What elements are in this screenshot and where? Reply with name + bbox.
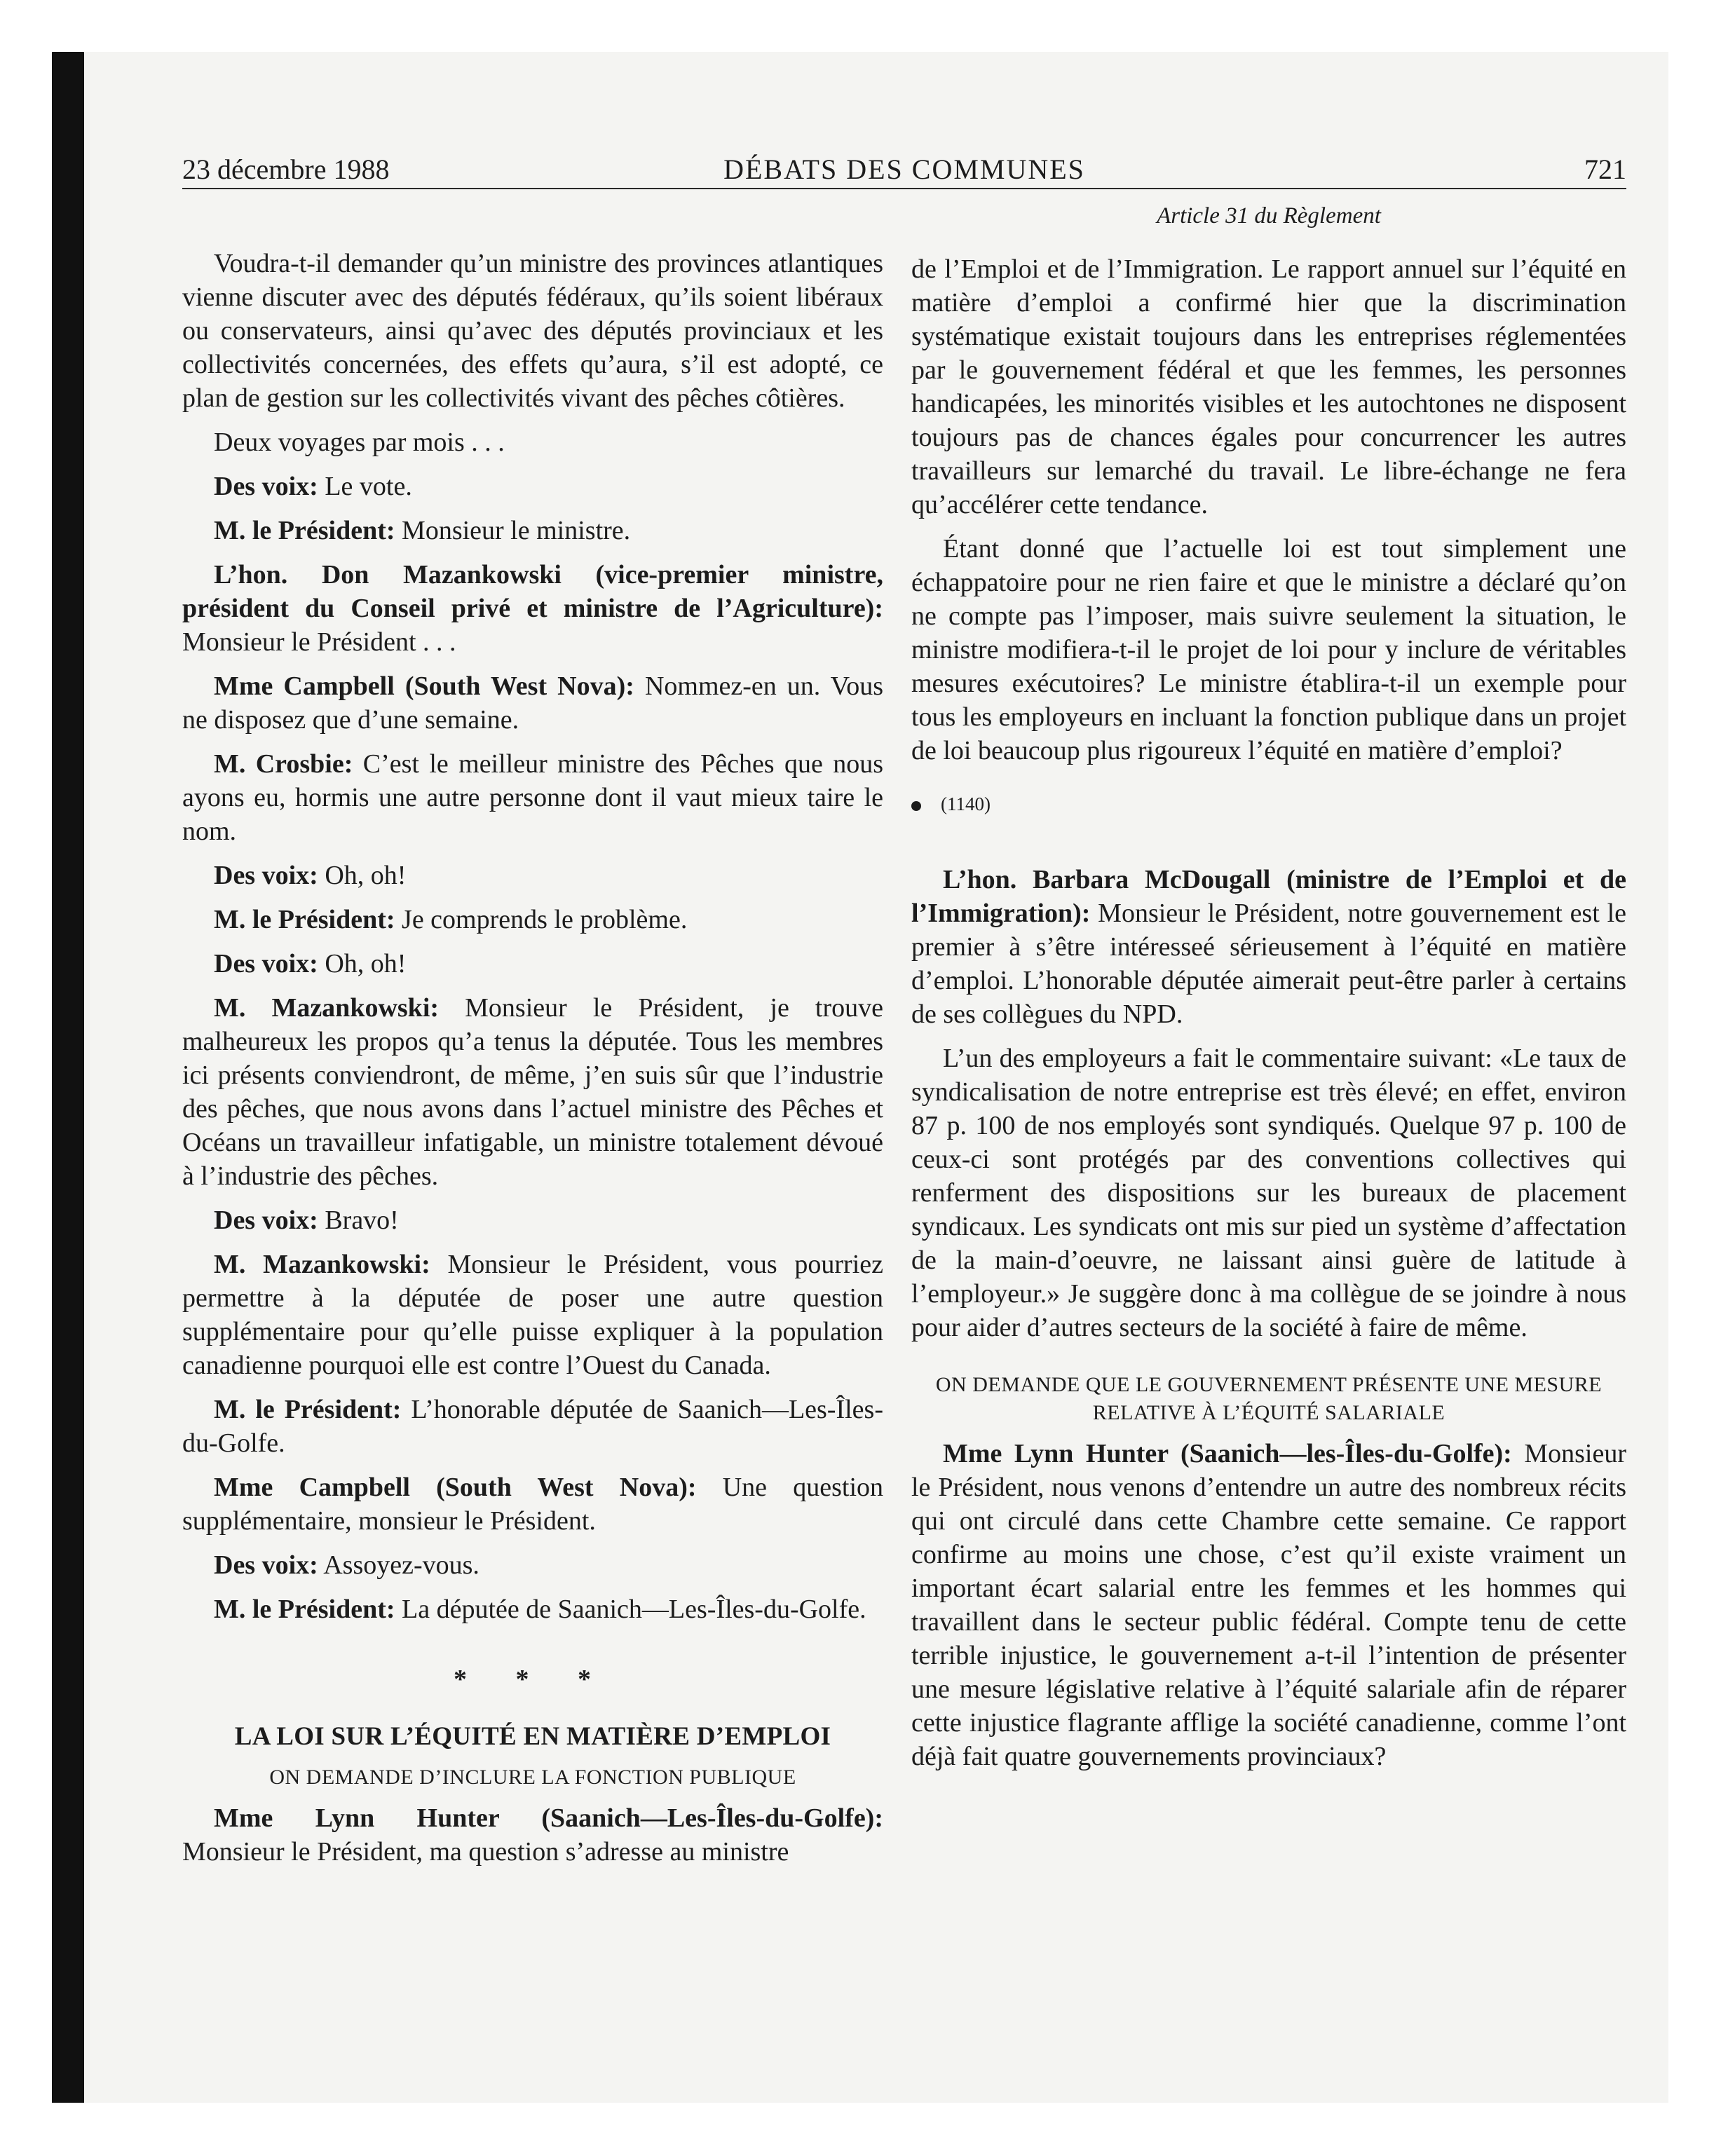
- speech-text: Je comprends le problème.: [395, 905, 688, 934]
- speaker-name: M. Mazankowski:: [214, 993, 440, 1023]
- time-marker: [911, 787, 1626, 821]
- speech-text: La députée de Saanich—Les-Îles-du-Golfe.: [395, 1595, 866, 1624]
- paragraph: [182, 1801, 883, 1869]
- speaker-name: Des voix:: [214, 1206, 318, 1235]
- speaker-name: M. Mazankowski:: [214, 1250, 430, 1279]
- speaker-name: M. Crosbie:: [214, 749, 353, 779]
- paragraph: [182, 1471, 883, 1538]
- bullet-icon: [911, 801, 921, 811]
- speech-text: Monsieur le Président, nous venons d’entendre un autre des nombreux récits qui ont circulé dans cette Chambre cette semaine. Ce rapport confirme au moins une chose, c’est qu’il existe vraiment un important écart salarial entre les femmes et les hommes qui travaillent dans le secteur public fédéral. Compte tenu de cette terrible injustice, le gouvernement a-t-il l’intention de présenter une mesure législative relative à l’équité salariale afin de réparer cette injustice flagrante afflige la société canadienne, comme l’ont déjà fait quatre gouvernements provinciaux?: [911, 1439, 1627, 1771]
- speaker-name: Des voix:: [214, 861, 318, 890]
- speaker-name: Des voix:: [214, 472, 318, 501]
- time-marker-text: (1140): [941, 793, 991, 814]
- speech-text: Monsieur le Président . . .: [182, 627, 456, 657]
- speaker-name: L’hon. Don Mazankowski (vice-premier ministre, président du Conseil privé et ministre de l’Agriculture):: [182, 560, 883, 623]
- paragraph: [182, 1203, 883, 1237]
- section-subheading: ON DEMANDE D’INCLURE LA FONCTION PUBLIQUE: [269, 1766, 796, 1789]
- speech-text: Monsieur le Président, vous pourriez permettre à la députée de poser une autre question supplémentaire pour qu’elle puisse expliquer à la population canadienne pourquoi elle est contre l’Ouest du Canada.: [182, 1250, 883, 1380]
- section-subheading: ON DEMANDE QUE LE GOUVERNEMENT PRÉSENTE UNE MESURE RELATIVE À L’ÉQUITÉ SALARIALE: [935, 1373, 1603, 1424]
- header-title: DÉBATS DES COMMUNES: [723, 153, 1085, 185]
- paragraph: [182, 903, 883, 936]
- paragraph: Voudra-t-il demander qu’un ministre des provinces atlantiques vienne discuter avec des députés fédéraux, qu’ils soient libéraux ou conservateurs, ainsi qu’avec des députés provinciaux et les collectivités concernées, des effets qu’aura, s’il est adopté, ce plan de gestion sur les collectivités vivant des pêches côtières.: [182, 249, 883, 413]
- speech-text: Monsieur le Président, ma question s’adresse au ministre: [182, 1837, 789, 1867]
- paragraph: [182, 1393, 883, 1460]
- speech-text: Nommez-en un. Vous ne disposez que d’une semaine.: [182, 671, 883, 735]
- speaker-name: Mme Campbell (South West Nova):: [214, 671, 634, 701]
- paragraph: [182, 470, 883, 503]
- speaker-name: M. le Président:: [214, 905, 395, 934]
- paragraph: [182, 514, 883, 547]
- speaker-name: Des voix:: [214, 1550, 318, 1580]
- paragraph: L’un des employeurs a fait le commentaire suivant: «Le taux de syndicalisation de notre entreprise est très élevé; en effet, environ 87 p. 100 de nos employés sont syndiqués. Quelque 97 p. 100 de ceux-ci sont protégés par des conventions collectives qui renferment des dispositions sur les bureaux de placement syndicaux. Les syndicats ont mis sur pied un système d’affectation de la main-d’oeuvre, ne laissant ainsi guère de latitude à l’employeur.» Je suggère donc à ma collègue de se joindre à nous pour aider d’autres secteurs de la société à faire de même.: [911, 1044, 1626, 1342]
- running-header: [182, 149, 1626, 191]
- paragraph: [182, 558, 883, 659]
- section-heading: LA LOI SUR L’ÉQUITÉ EN MATIÈRE D’EMPLOI: [234, 1722, 831, 1751]
- speech-text: Monsieur le Président, je trouve malheureux les propos qu’a tenus la députée. Tous les membres ici présents conviendront, de même, j’en suis sûr que l’industrie des pêches, que nous avons dans l’actuel ministre des Pêches et Océans un travailleur infatigable, un ministre totalement dévoué à l’industrie des pêches.: [182, 993, 883, 1191]
- paragraph: [182, 1592, 883, 1626]
- paragraph: [911, 863, 1626, 1031]
- speaker-name: M. le Président:: [214, 1595, 395, 1624]
- paragraph: Deux voyages par mois . . .: [214, 428, 505, 457]
- speaker-name: L’hon. Barbara McDougall (ministre de l’Emploi et de l’Immigration):: [911, 865, 1626, 928]
- speech-text: Assoyez-vous.: [318, 1550, 479, 1580]
- page-binding-edge: [52, 52, 84, 2103]
- left-column: [182, 247, 883, 1879]
- speech-text: Monsieur le Président, notre gouvernement est le premier à s’être intéresseé sérieusement à l’équité en matière d’emploi. L’honorable députée aimerait peut-être parler à certains de ses collègues du NPD.: [911, 899, 1626, 1029]
- right-column: [911, 252, 1626, 1784]
- speech-text: Oh, oh!: [318, 861, 407, 890]
- header-date: 23 décembre 1988: [182, 153, 390, 185]
- paragraph: [182, 1248, 883, 1382]
- section-separator: * * *: [454, 1665, 612, 1694]
- header-subheading: Article 31 du Règlement: [1157, 203, 1381, 228]
- paragraph: [182, 669, 883, 737]
- paragraph: de l’Emploi et de l’Immigration. Le rapport annuel sur l’équité en matière d’emploi a confirmé hier que la discrimination systématique existait toujours dans les entreprises réglementées par le gouvernement fédéral et que les femmes, les personnes handicapées, les minorités visibles et les autochtones ne disposent toujours pas de chances égales pour concurrencer les autres travailleurs sur lemarché du travail. Le libre-échange ne fera qu’accélérer cette tendance.: [911, 254, 1626, 519]
- speaker-name: M. le Président:: [214, 1395, 402, 1424]
- header-rule: [182, 188, 1626, 189]
- speech-text: L’honorable députée de Saanich—Les-Îles-du-Golfe.: [182, 1395, 883, 1458]
- speaker-name: Mme Campbell (South West Nova):: [214, 1473, 697, 1502]
- paragraph: Étant donné que l’actuelle loi est tout simplement une échappatoire pour ne rien faire et que le ministre a déclaré qu’on ne compte pas l’imposer, mais suivre seulement la situation, le ministre modifiera-t-il le projet de loi pour y inclure de véritables mesures exécutoires? Le ministre établira-t-il un exemple pour tous les employeurs en incluant la fonction publique dans un projet de loi beaucoup plus rigoureux l’équité en matière d’emploi?: [911, 534, 1626, 765]
- speaker-name: Des voix:: [214, 949, 318, 978]
- speaker-name: Mme Lynn Hunter (Saanich—les-Îles-du-Golfe):: [943, 1439, 1512, 1468]
- paragraph: [182, 947, 883, 981]
- speech-text: Monsieur le ministre.: [395, 516, 631, 545]
- paragraph: [182, 859, 883, 892]
- header-page-number: 721: [1584, 153, 1626, 185]
- speaker-name: Mme Lynn Hunter (Saanich—Les-Îles-du-Golfe):: [214, 1803, 883, 1833]
- speech-text: Une question supplémentaire, monsieur le Président.: [182, 1473, 884, 1536]
- speech-text: C’est le meilleur ministre des Pêches que nous ayons eu, hormis une autre personne dont il vaut mieux taire le nom.: [182, 749, 883, 846]
- paragraph: [182, 1548, 883, 1582]
- speech-text: Bravo!: [318, 1206, 399, 1235]
- paragraph: [911, 1437, 1626, 1773]
- speech-text: Le vote.: [318, 472, 412, 501]
- speaker-name: M. le Président:: [214, 516, 395, 545]
- paragraph: [182, 747, 883, 848]
- speech-text: Oh, oh!: [318, 949, 407, 978]
- paragraph: [182, 991, 883, 1193]
